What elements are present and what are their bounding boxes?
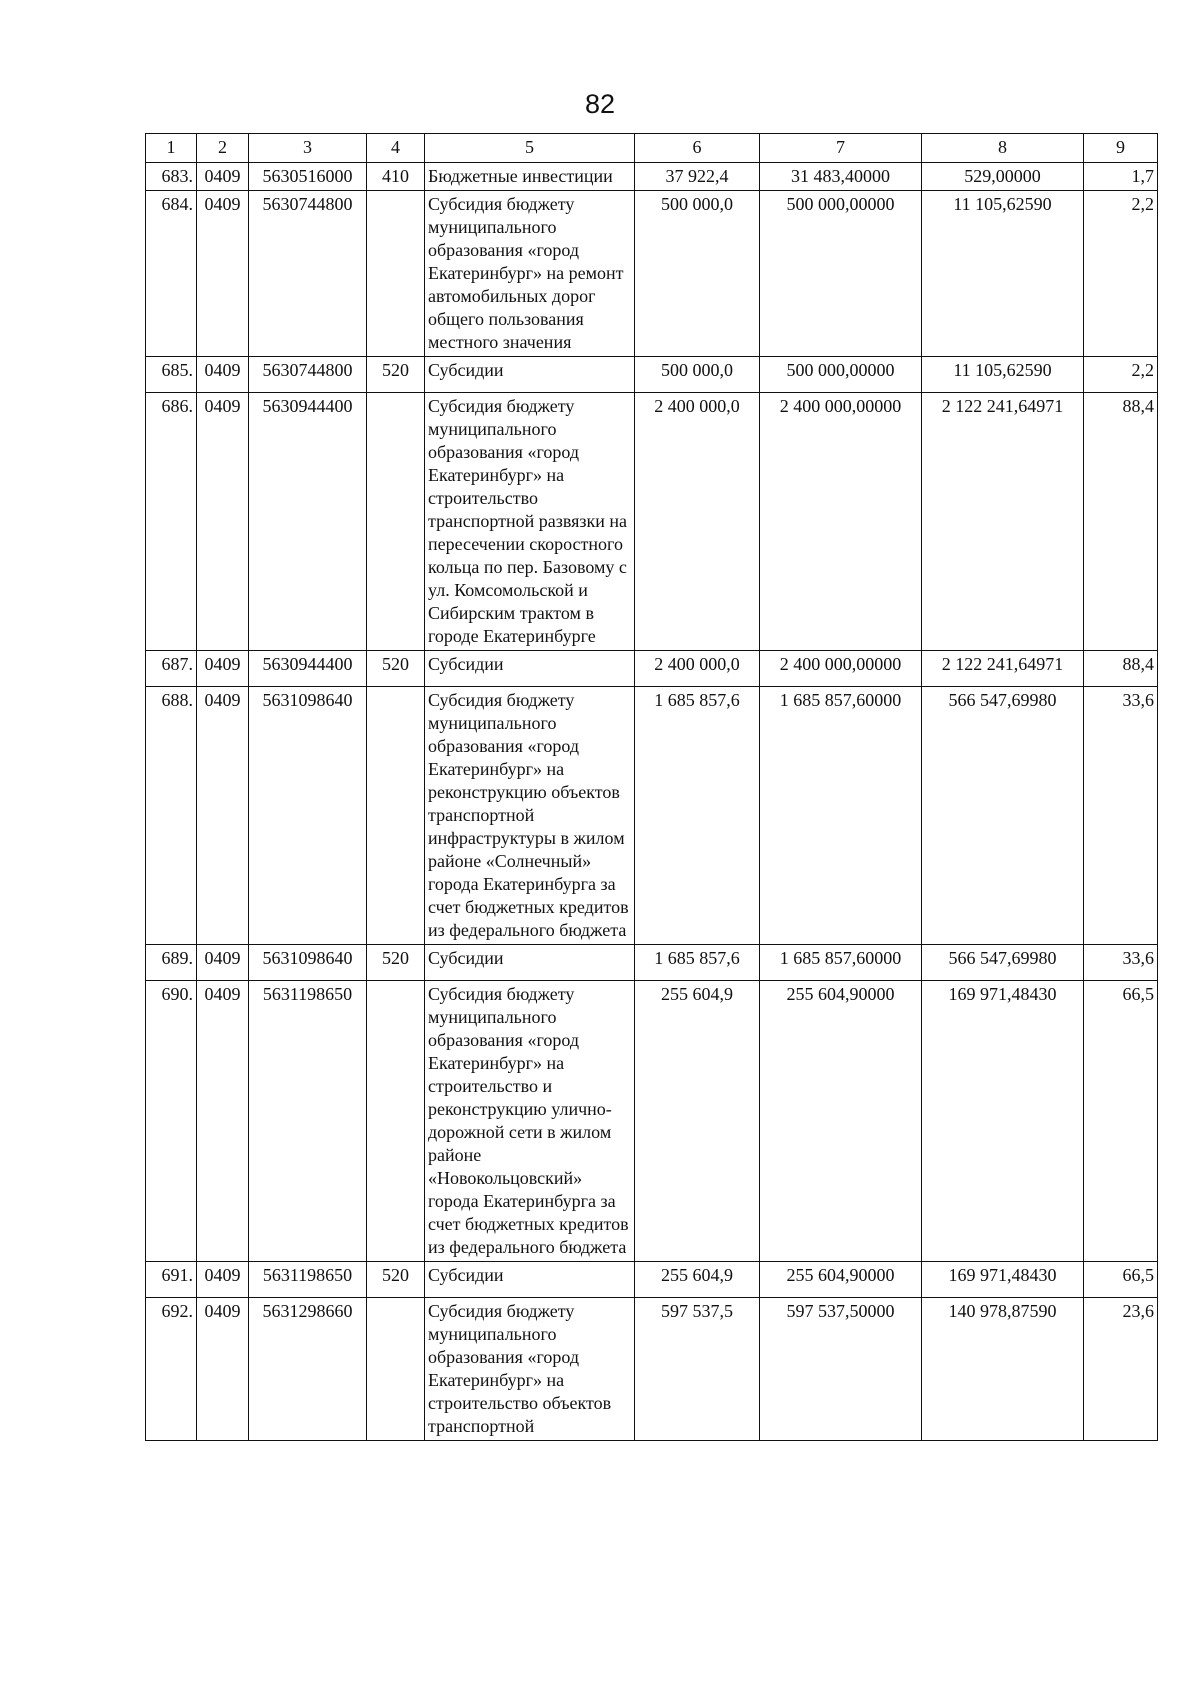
target-code-cell: 5631198650: [249, 981, 367, 1262]
row-number-cell: 688.: [146, 687, 197, 945]
budget-table: [145, 133, 1158, 1441]
plan-amount-cell: 2 400 000,0: [635, 393, 760, 651]
approved-amount-cell: 1 685 857,60000: [760, 687, 922, 945]
table-row: [146, 687, 1158, 945]
item-name-cell: Субсидия бюджету муниципального образования «город Екатеринбург» на строительство и реконструкцию улично-дорожной сети в жилом районе «Новокольцовский» города Екатеринбурга за счет бюджетных кредитов из федерального бюджета: [425, 981, 635, 1262]
percent-cell: 1,7: [1084, 163, 1158, 191]
approved-amount-cell: 597 537,50000: [760, 1298, 922, 1441]
executed-amount-cell: 140 978,87590: [922, 1298, 1084, 1441]
executed-amount-cell: 11 105,62590: [922, 357, 1084, 393]
section-code-cell: 0409: [197, 945, 249, 981]
approved-amount-cell: 2 400 000,00000: [760, 393, 922, 651]
plan-amount-cell: 1 685 857,6: [635, 945, 760, 981]
executed-amount-cell: 2 122 241,64971: [922, 651, 1084, 687]
header-row: [146, 134, 1158, 163]
expense-kind-cell: [367, 981, 425, 1262]
plan-amount-cell: 37 922,4: [635, 163, 760, 191]
table-row: [146, 163, 1158, 191]
table-row: [146, 945, 1158, 981]
header-cell: 5: [425, 134, 635, 163]
item-name-cell: Субсидия бюджету муниципального образования «город Екатеринбург» на ремонт автомобильных дорог общего пользования местного значения: [425, 191, 635, 357]
row-number-cell: 690.: [146, 981, 197, 1262]
approved-amount-cell: 2 400 000,00000: [760, 651, 922, 687]
header-cell: 6: [635, 134, 760, 163]
section-code-cell: 0409: [197, 393, 249, 651]
item-name-cell: Субсидия бюджету муниципального образования «город Екатеринбург» на строительство объектов транспортной: [425, 1298, 635, 1441]
section-code-cell: 0409: [197, 163, 249, 191]
executed-amount-cell: 566 547,69980: [922, 687, 1084, 945]
section-code-cell: 0409: [197, 687, 249, 945]
header-cell: 7: [760, 134, 922, 163]
approved-amount-cell: 31 483,40000: [760, 163, 922, 191]
table-row: [146, 1298, 1158, 1441]
plan-amount-cell: 597 537,5: [635, 1298, 760, 1441]
plan-amount-cell: 500 000,0: [635, 357, 760, 393]
header-cell: 9: [1084, 134, 1158, 163]
plan-amount-cell: 500 000,0: [635, 191, 760, 357]
table-row: [146, 651, 1158, 687]
row-number-cell: 689.: [146, 945, 197, 981]
section-code-cell: 0409: [197, 651, 249, 687]
approved-amount-cell: 500 000,00000: [760, 357, 922, 393]
percent-cell: 66,5: [1084, 981, 1158, 1262]
header-cell: 4: [367, 134, 425, 163]
expense-kind-cell: 520: [367, 357, 425, 393]
percent-cell: 88,4: [1084, 651, 1158, 687]
item-name-cell: Бюджетные инвестиции: [425, 163, 635, 191]
table-row: [146, 357, 1158, 393]
expense-kind-cell: [367, 393, 425, 651]
item-name-cell: Субсидии: [425, 945, 635, 981]
section-code-cell: 0409: [197, 1262, 249, 1298]
expense-kind-cell: [367, 1298, 425, 1441]
item-name-cell: Субсидии: [425, 1262, 635, 1298]
percent-cell: 23,6: [1084, 1298, 1158, 1441]
plan-amount-cell: 2 400 000,0: [635, 651, 760, 687]
percent-cell: 33,6: [1084, 687, 1158, 945]
executed-amount-cell: 11 105,62590: [922, 191, 1084, 357]
target-code-cell: 5630744800: [249, 191, 367, 357]
section-code-cell: 0409: [197, 981, 249, 1262]
percent-cell: 66,5: [1084, 1262, 1158, 1298]
executed-amount-cell: 529,00000: [922, 163, 1084, 191]
approved-amount-cell: 255 604,90000: [760, 1262, 922, 1298]
target-code-cell: 5631098640: [249, 945, 367, 981]
percent-cell: 2,2: [1084, 357, 1158, 393]
expense-kind-cell: [367, 191, 425, 357]
row-number-cell: 691.: [146, 1262, 197, 1298]
table-row: [146, 393, 1158, 651]
expense-kind-cell: [367, 687, 425, 945]
target-code-cell: 5631198650: [249, 1262, 367, 1298]
plan-amount-cell: 1 685 857,6: [635, 687, 760, 945]
table-row: [146, 981, 1158, 1262]
executed-amount-cell: 169 971,48430: [922, 981, 1084, 1262]
executed-amount-cell: 2 122 241,64971: [922, 393, 1084, 651]
percent-cell: 33,6: [1084, 945, 1158, 981]
target-code-cell: 5630944400: [249, 393, 367, 651]
expense-kind-cell: 520: [367, 1262, 425, 1298]
row-number-cell: 692.: [146, 1298, 197, 1441]
executed-amount-cell: 169 971,48430: [922, 1262, 1084, 1298]
plan-amount-cell: 255 604,9: [635, 1262, 760, 1298]
header-cell: 8: [922, 134, 1084, 163]
row-number-cell: 684.: [146, 191, 197, 357]
target-code-cell: 5630744800: [249, 357, 367, 393]
item-name-cell: Субсидии: [425, 651, 635, 687]
row-number-cell: 686.: [146, 393, 197, 651]
section-code-cell: 0409: [197, 357, 249, 393]
section-code-cell: 0409: [197, 1298, 249, 1441]
header-cell: 2: [197, 134, 249, 163]
item-name-cell: Субсидии: [425, 357, 635, 393]
target-code-cell: 5631298660: [249, 1298, 367, 1441]
item-name-cell: Субсидия бюджету муниципального образования «город Екатеринбург» на строительство транспортной развязки на пересечении скоростного кольца по пер. Базовому с ул. Комсомольской и Сибирским трактом в городе Екатеринбурге: [425, 393, 635, 651]
expense-kind-cell: 410: [367, 163, 425, 191]
table-row: [146, 1262, 1158, 1298]
target-code-cell: 5630516000: [249, 163, 367, 191]
row-number-cell: 683.: [146, 163, 197, 191]
row-number-cell: 687.: [146, 651, 197, 687]
approved-amount-cell: 1 685 857,60000: [760, 945, 922, 981]
row-number-cell: 685.: [146, 357, 197, 393]
target-code-cell: 5631098640: [249, 687, 367, 945]
page-number: 82: [584, 89, 616, 119]
percent-cell: 88,4: [1084, 393, 1158, 651]
table-row: [146, 191, 1158, 357]
header-cell: 1: [146, 134, 197, 163]
executed-amount-cell: 566 547,69980: [922, 945, 1084, 981]
percent-cell: 2,2: [1084, 191, 1158, 357]
item-name-cell: Субсидия бюджету муниципального образования «город Екатеринбург» на реконструкцию объектов транспортной инфраструктуры в жилом районе «Солнечный» города Екатеринбурга за счет бюджетных кредитов из федерального бюджета: [425, 687, 635, 945]
expense-kind-cell: 520: [367, 651, 425, 687]
header-cell: 3: [249, 134, 367, 163]
expense-kind-cell: 520: [367, 945, 425, 981]
section-code-cell: 0409: [197, 191, 249, 357]
approved-amount-cell: 500 000,00000: [760, 191, 922, 357]
plan-amount-cell: 255 604,9: [635, 981, 760, 1262]
target-code-cell: 5630944400: [249, 651, 367, 687]
approved-amount-cell: 255 604,90000: [760, 981, 922, 1262]
